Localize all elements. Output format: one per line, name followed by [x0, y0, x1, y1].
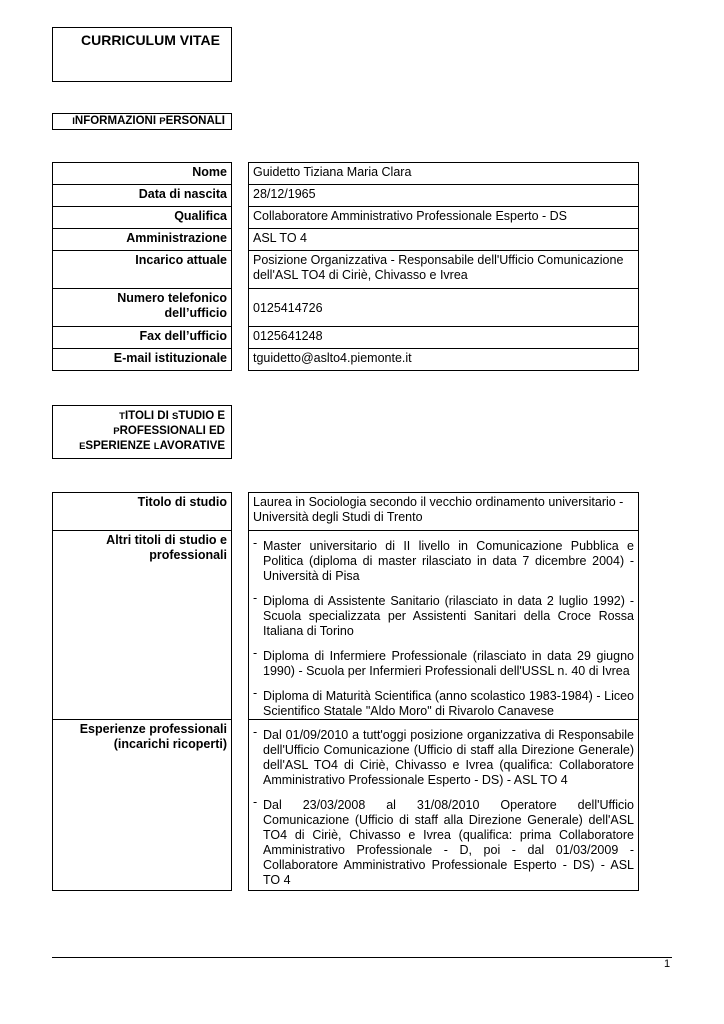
field-value: ASL TO 4: [249, 229, 639, 251]
field-value: Posizione Organizzativa - Responsabile dell'Ufficio Comunicazione dell'ASL TO4 di Ciriè, Chivasso e Ivrea: [249, 251, 639, 289]
page-number: 1: [664, 958, 671, 970]
list-item: - Diploma di Infermiere Professionale (rilasciato in data 29 giugno 1990) - Scuola per Infermieri Professionali dell'USSL n. 40 di Ivrea: [253, 649, 634, 679]
personal-info-table: [52, 162, 639, 371]
table-row: [53, 229, 639, 251]
footer-divider: [52, 957, 672, 958]
field-value: tguidetto@aslto4.piemonte.it: [249, 349, 639, 371]
list-item: - Diploma di Maturità Scientifica (anno scolastico 1983-1984) - Liceo Scientifico Statale "Aldo Moro" di Rivarolo Canavese: [253, 689, 634, 719]
list-item: - Dal 01/09/2010 a tutt'oggi posizione organizzativa di Responsabile dell'Ufficio Comunicazione (Ufficio di staff alla Direzione Generale) dell'ASL TO4 di Ciriè, Chivasso e Ivrea (qualifica: Collaboratore Amministrativo Professionale Esperto - DS) - ASL TO 4: [253, 728, 634, 788]
table-row: [53, 720, 639, 891]
cv-title-box: [52, 27, 232, 82]
field-label: Incarico attuale: [53, 251, 232, 289]
field-label: Esperienze professionali (incarichi ricoperti): [53, 720, 232, 891]
cv-title: CURRICULUM VITAE: [81, 32, 220, 48]
table-row: [53, 289, 639, 327]
esperienze-list: [253, 728, 634, 888]
field-value: 28/12/1965: [249, 185, 639, 207]
field-label: Numero telefonico dell’ufficio: [53, 289, 232, 327]
table-row: [53, 207, 639, 229]
field-value: Laurea in Sociologia secondo il vecchio ordinamento universitario - Università degli Studi di Trento: [249, 493, 639, 531]
table-row: [53, 493, 639, 531]
list-item: - Dal 23/03/2008 al 31/08/2010 Operatore dell'Ufficio Comunicazione (Ufficio di staff alla Direzione Generale) dell'ASL TO4 di Ciriè, Chivasso e Ivrea (qualifica: prima Collaboratore Amministrativo Professionale - D, poi - dal 01/03/2009 - Collaboratore Amministrativo Professionale Esperto - DS) - ASL TO 4: [253, 798, 634, 888]
section-titles-heading: TITOLI DI STUDIO E PROFESSIONALI ED ESPERIENZE LAVORATIVE: [52, 405, 232, 459]
field-label: E-mail istituzionale: [53, 349, 232, 371]
altri-titoli-list: [253, 539, 634, 719]
table-row: [53, 327, 639, 349]
field-value: 0125414726: [249, 289, 639, 327]
table-row: [53, 185, 639, 207]
table-row: [53, 531, 639, 720]
education-table: [52, 492, 639, 891]
field-label: Data di nascita: [53, 185, 232, 207]
field-label: Fax dell’ufficio: [53, 327, 232, 349]
field-value: 0125641248: [249, 327, 639, 349]
table-row: [53, 349, 639, 371]
section-personal-heading: INFORMAZIONI PERSONALI: [52, 113, 232, 130]
field-label: Altri titoli di studio e professionali: [53, 531, 232, 720]
field-value: Collaboratore Amministrativo Professionale Esperto - DS: [249, 207, 639, 229]
field-label: Qualifica: [53, 207, 232, 229]
list-item: - Master universitario di II livello in Comunicazione Pubblica e Politica (diploma di master rilasciato in data 7 dicembre 2004) - Università di Pisa: [253, 539, 634, 584]
field-label: Amministrazione: [53, 229, 232, 251]
table-row: [53, 251, 639, 289]
table-row: [53, 163, 639, 185]
field-value: Guidetto Tiziana Maria Clara: [249, 163, 639, 185]
field-label: Titolo di studio: [53, 493, 232, 531]
list-item: - Diploma di Assistente Sanitario (rilasciato in data 2 luglio 1992) - Scuola specializzata per Assistenti Sanitari della Croce Rossa Italiana di Torino: [253, 594, 634, 639]
field-label: Nome: [53, 163, 232, 185]
